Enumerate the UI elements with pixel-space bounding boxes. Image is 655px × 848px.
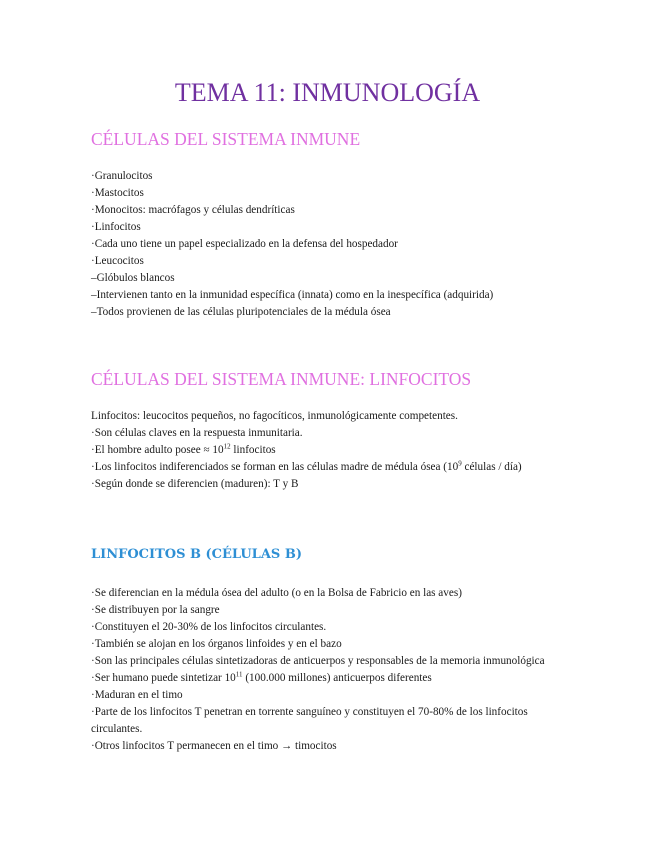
text-fragment: células / día) bbox=[461, 461, 522, 473]
paragraph-line: ·Según donde se diferencien (maduren): T y B bbox=[91, 478, 299, 490]
paragraph-line: ·Se diferencian en la médula ósea del adulto (o en la Bolsa de Fabricio en las aves) bbox=[91, 587, 462, 599]
list-item: ·Linfocitos bbox=[91, 221, 141, 233]
list-item: –Todos provienen de las células pluripotenciales de la médula ósea bbox=[91, 306, 391, 318]
paragraph-line: ·Maduran en el timo bbox=[91, 689, 183, 701]
paragraph-line bbox=[91, 459, 571, 476]
section-heading-cells: CÉLULAS DEL SISTEMA INMUNE bbox=[91, 129, 361, 149]
exponent: 11 bbox=[235, 670, 243, 679]
paragraph-line bbox=[91, 670, 571, 687]
paragraph-line: ·Se distribuyen por la sangre bbox=[91, 604, 220, 616]
text-fragment: linfocitos bbox=[230, 444, 276, 456]
list-item: –Glóbulos blancos bbox=[91, 272, 175, 284]
list-item: ·Granulocitos bbox=[91, 170, 153, 182]
paragraph-line: Linfocitos: leucocitos pequeños, no fagocíticos, inmunológicamente competentes. bbox=[91, 410, 458, 422]
paragraph-line: ·Son las principales células sintetizadoras de anticuerpos y responsables de la memoria inmunológica bbox=[91, 655, 545, 667]
paragraph-line: ·Son células claves en la respuesta inmunitaria. bbox=[91, 427, 303, 439]
text-fragment: ·Los linfocitos indiferenciados se forman en las células madre de médula ósea (10 bbox=[91, 461, 459, 473]
section-body-cells bbox=[91, 168, 571, 321]
list-item: ·Monocitos: macrófagos y células dendríticas bbox=[91, 204, 295, 216]
list-item: ·Mastocitos bbox=[91, 187, 144, 199]
exponent: 9 bbox=[458, 459, 462, 468]
section-heading-b-cells: LINFOCITOS B (CÉLULAS B) bbox=[91, 547, 302, 562]
paragraph-line: ·Constituyen el 20-30% de los linfocitos circulantes. bbox=[91, 621, 327, 633]
page-title: TEMA 11: INMUNOLOGÍA bbox=[174, 78, 481, 107]
section-body-b-cells bbox=[91, 585, 571, 755]
paragraph-line: ·También se alojan en los órganos linfoides y en el bazo bbox=[91, 638, 342, 650]
paragraph-line: ·Otros linfocitos T permanecen en el timo → timocitos bbox=[91, 740, 337, 752]
text-fragment: (100.000 millones) anticuerpos diferentes bbox=[242, 672, 432, 684]
text-fragment: ·Ser humano puede sintetizar 10 bbox=[91, 672, 236, 684]
list-item: –Intervienen tanto en la inmunidad específica (innata) como en la inespecífica (adquirida) bbox=[91, 289, 494, 301]
paragraph-line: ·Parte de los linfocitos T penetran en torrente sanguíneo y constituyen el 70-80% de los linfocitos circulantes. bbox=[91, 706, 528, 735]
list-item: ·Cada uno tiene un papel especializado en la defensa del hospedador bbox=[91, 238, 398, 250]
section-body-lymphocytes bbox=[91, 408, 571, 493]
exponent: 12 bbox=[223, 442, 231, 451]
section-heading-lymphocytes: CÉLULAS DEL SISTEMA INMUNE: LINFOCITOS bbox=[91, 369, 472, 389]
text-fragment: ·El hombre adulto posee ≈ 10 bbox=[91, 444, 224, 456]
paragraph-line bbox=[91, 442, 571, 459]
list-item: ·Leucocitos bbox=[91, 255, 144, 267]
